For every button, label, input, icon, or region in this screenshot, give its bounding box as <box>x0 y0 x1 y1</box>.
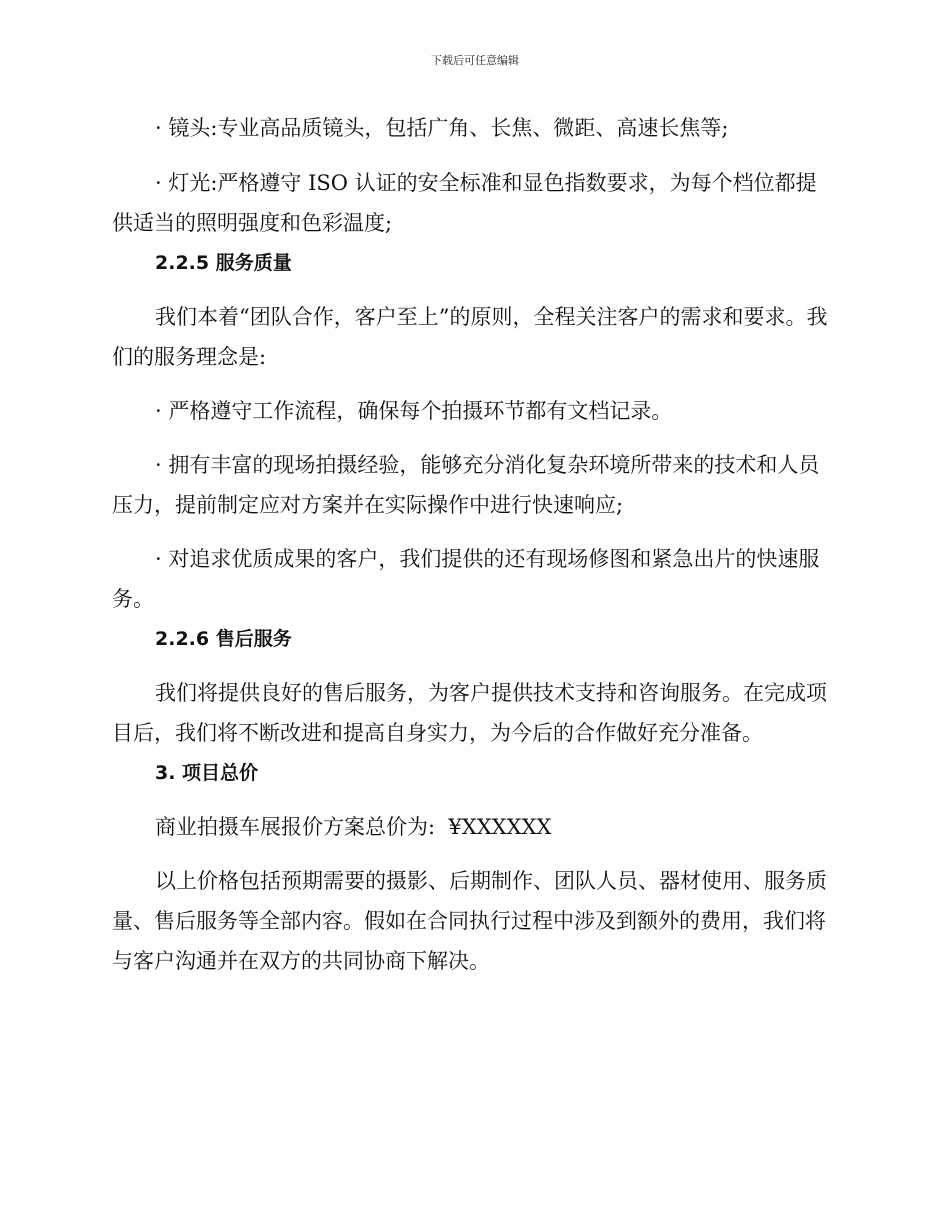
document-body <box>112 108 832 981</box>
section-heading-3: 3. 项目总价 <box>155 762 259 784</box>
section-heading-2-2-6: 2.2.6 售后服务 <box>155 628 292 650</box>
bullet-item-workflow: · 严格遵守工作流程，确保每个拍摄环节都有文档记录。 <box>155 399 673 423</box>
paragraph-price-includes: 以上价格包括预期需要的摄影、后期制作、团队人员、器材使用、服务质量、售后服务等全部内容。假如在合同执行过程中涉及到额外的费用，我们将与客户沟通并在双方的共同协商下解决。 <box>112 869 827 973</box>
bullet-item-experience: · 拥有丰富的现场拍摄经验，能够充分消化复杂环境所带来的技术和人员压力，提前制定应对方案并在实际操作中进行快速响应; <box>112 453 820 517</box>
page-header: 下载后可任意编辑 <box>431 54 519 67</box>
paragraph-after-sales: 我们将提供良好的售后服务，为客户提供技术支持和咨询服务。在完成项目后，我们将不断改进和提高自身实力，为今后的合作做好充分准备。 <box>112 681 827 745</box>
paragraph-lighting: · 灯光:严格遵守 ISO 认证的安全标准和显色指数要求，为每个档位都提供适当的照明强度和色彩温度; <box>112 171 817 235</box>
paragraph-total-price: 商业拍摄车展报价方案总价为: ¥XXXXXX <box>155 815 552 839</box>
paragraph-service-intro: 我们本着“团队合作，客户至上”的原则，全程关注客户的需求和要求。我们的服务理念是: <box>112 305 828 369</box>
bullet-item-fast-service: · 对追求优质成果的客户，我们提供的还有现场修图和紧急出片的快速服务。 <box>112 547 820 611</box>
paragraph-lens: · 镜头:专业高品质镜头，包括广角、长焦、微距、高速长焦等; <box>155 116 729 140</box>
section-heading-2-2-5: 2.2.5 服务质量 <box>155 252 292 274</box>
